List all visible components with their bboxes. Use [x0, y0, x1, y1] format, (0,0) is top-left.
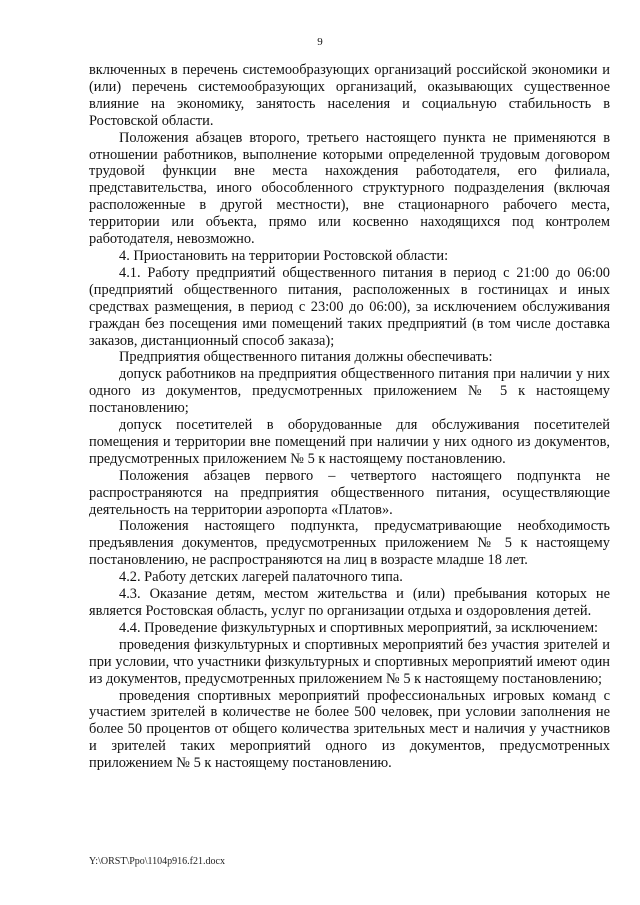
paragraph-item-4-4: 4.4. Проведение физкультурных и спортивных мероприятий, за исключением: — [119, 619, 599, 636]
paragraph-visitor-admission: допуск посетителей в оборудованные для обслуживания посетителей помещения и территории вне помещений при наличии у них одного из документов, предусмотренных приложением № 5 к настоящему постановлению. — [89, 417, 610, 467]
paragraph-item-4: 4. Приостановить на территории Ростовской области: — [119, 247, 449, 264]
page-number: 9 — [317, 36, 323, 48]
paragraph-sports-with-spectators: проведения спортивных мероприятий профессиональных игровых команд с участием зрителей в количестве не более 500 человек, при условии заполнения не более 50 процентов от общего количества зрительных мест и наличия у участников и зрителей таких мероприятий одного из документов, предусмотренных приложением № 5 к настоящему постановлению. — [89, 687, 610, 772]
paragraph-item-4-3: 4.3. Оказание детям, местом жительства и (или) пребывания которых не является Ростовская область, услуг по организации отдыха и оздоровления детей. — [89, 586, 610, 619]
paragraph-sports-no-spectators: проведения физкультурных и спортивных мероприятий без участия зрителей и при условии, что участники физкультурных и спортивных мероприятий имеют один из документов, предусмотренных приложением № 5 к настоящему постановлению; — [89, 636, 610, 687]
paragraph-exemptions: Положения абзацев второго, третьего настоящего пункта не применяются в отношении работников, выполнение которыми определенной трудовым договором трудовой функции вне места нахождения работодателя, его филиала, представительства, иного обособленного структурного подразделения (включая расположенные в другой местности), вне стационарного рабочего места, территории или объекта, прямо или косвенно находящихся под контролем работодателя, невозможно. — [89, 129, 610, 248]
paragraph-item-4-2: 4.2. Работу детских лагерей палаточного типа. — [119, 569, 403, 586]
paragraph-staff-admission: допуск работников на предприятия общественного питания при наличии у них одного из документов, предусмотренных приложением № 5 к настоящему постановлению; — [89, 366, 610, 417]
paragraph-continuation: включенных в перечень системообразующих организаций российской экономики и (или) перечень системообразующих организаций, оказывающих существенное влияние на экономику, занятость населения и социальную стабильность в Ростовской области. — [89, 62, 610, 129]
document-body — [89, 62, 610, 772]
paragraph-catering-duties: Предприятия общественного питания должны обеспечивать: — [119, 349, 493, 366]
file-path-footer: Y:\ORST\Ppo\1104p916.f21.docx — [89, 856, 225, 867]
paragraph-age-exception: Положения настоящего подпункта, предусматривающие необходимость предъявления документов, предусмотренных приложением № 5 к настоящему постановлению, не распространяются на лиц в возрасте младше 18 лет. — [89, 518, 610, 569]
paragraph-airport-exception: Положения абзацев первого – четвертого настоящего подпункта не распространяются на предприятия общественного питания, осуществляющие деятельность на территории аэропорта «Платов». — [89, 467, 610, 518]
paragraph-item-4-1: 4.1. Работу предприятий общественного питания в период с 21:00 до 06:00 (предприятий общественного питания, расположенных в гостиницах и иных средствах размещения, в период с 23:00 до 06:00), за исключением обслуживания граждан без посещения ими помещений таких предприятий (в том числе доставка заказов, дистанционный способ заказа); — [89, 264, 610, 349]
